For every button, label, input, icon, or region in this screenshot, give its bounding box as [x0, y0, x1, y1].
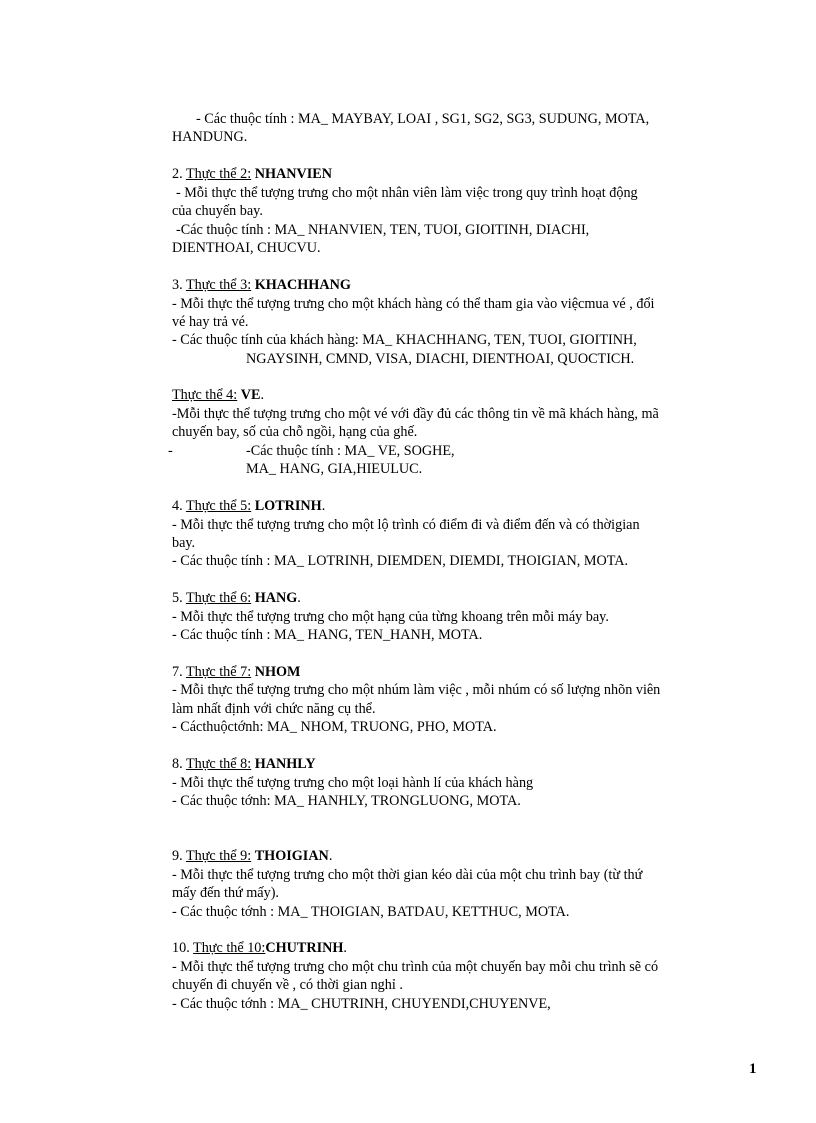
- entity-attributes: DIENTHOAI, CHUCVU.: [172, 240, 321, 256]
- entity-attributes: - Các thuộc tớnh : MA_ CHUTRINH, CHUYENDI,CHUYENVE,: [172, 996, 551, 1012]
- entity-label: Thực thể 8:: [185, 756, 252, 772]
- intro-attributes-line: - Các thuộc tính : MA_ MAYBAY, LOAI , SG1, SG2, SG3, SUDUNG, MOTA,: [196, 111, 650, 127]
- entity-attributes: - Các thuộc tớnh: MA_ HANHLY, TRONGLUONG, MOTA.: [172, 793, 521, 809]
- entity-heading: [172, 165, 332, 183]
- entity-number: 5.: [172, 590, 186, 606]
- entity-description: vé hay trả vé.: [172, 314, 249, 330]
- entity-description: làm nhất định với chức năng cụ thể.: [172, 701, 376, 717]
- entity-label: Thực thể 2:: [185, 166, 252, 182]
- entity-name: VE: [240, 387, 261, 403]
- entity-label: Thực thể 6:: [185, 590, 252, 606]
- entity-attributes: -Các thuộc tính : MA_ VE, SOGHE,: [246, 443, 455, 459]
- entity-name: HANHLY: [254, 756, 316, 772]
- entity-attributes: - Cácthuộctớnh: MA_ NHOM, TRUONG, PHO, MOTA.: [172, 719, 497, 735]
- page-number: 1: [749, 1061, 757, 1077]
- entity-number: 9.: [172, 848, 186, 864]
- entity-attributes: - Các thuộc tính : MA_ HANG, TEN_HANH, MOTA.: [172, 627, 483, 643]
- entity-heading: 10. Thực thể 10:CHUTRINH.: [172, 940, 347, 956]
- entity-attributes: - Các thuộc tính : MA_ LOTRINH, DIEMDEN, DIEMDI, THOIGIAN, MOTA.: [172, 553, 629, 569]
- entity-heading: Thực thể 4: VE.: [172, 387, 265, 403]
- entity-heading: [172, 663, 300, 681]
- entity-description: mấy đến thứ mấy).: [172, 885, 279, 901]
- entity-name: NHANVIEN: [254, 166, 332, 182]
- entity-attributes: - Các thuộc tính của khách hàng: MA_ KHACHHANG, TEN, TUOI, GIOITINH,: [172, 332, 637, 348]
- entity-number: 2.: [172, 166, 186, 182]
- entity-description: - Mỗi thực thể tượng trưng cho một lộ trình có điểm đi và điểm đến và có thờigian: [172, 517, 640, 533]
- entity-description: chuyến đi chuyến về , có thời gian nghỉ .: [172, 977, 403, 993]
- entity-description: - Mỗi thực thể tượng trưng cho một chu trình của một chuyến bay mỗi chu trình sẽ có: [172, 959, 659, 975]
- entity-attributes: NGAYSINH, CMND, VISA, DIACHI, DIENTHOAI, QUOCTICH.: [246, 351, 635, 367]
- entity-name: HANG: [254, 590, 298, 606]
- entity-number: 10.: [172, 940, 194, 956]
- entity-attributes: - Các thuộc tớnh : MA_ THOIGIAN, BATDAU, KETTHUC, MOTA.: [172, 904, 570, 920]
- entity-heading: 4. Thực thể 5: LOTRINH.: [172, 498, 326, 514]
- entity-label: Thực thể 5:: [185, 498, 252, 514]
- entity-heading: 9. Thực thể 9: THOIGIAN.: [172, 848, 333, 864]
- entity-description: chuyến bay, số của chỗ ngồi, hạng của ghế.: [172, 424, 418, 440]
- entity-number: 3.: [172, 277, 186, 293]
- entity-heading: 5. Thực thể 6: HANG.: [172, 590, 301, 606]
- entity-description: -Mỗi thực thể tượng trưng cho một vé với đầy đủ các thông tin về mã khách hàng, mã: [172, 406, 659, 422]
- entity-number: 4.: [172, 498, 186, 514]
- entity-description: bay.: [172, 535, 196, 551]
- entity-label: Thực thể 9:: [185, 848, 252, 864]
- entity-description: - Mỗi thực thể tượng trưng cho một khách hàng có thể tham gia vào việcmua vé , đổi: [172, 296, 655, 312]
- entity-label: Thực thể 7:: [185, 664, 252, 680]
- entity-name: CHUTRINH: [265, 940, 344, 956]
- entity-name: LOTRINH: [254, 498, 322, 514]
- entity-label: Thực thể 4:: [172, 387, 238, 403]
- entity-name: KHACHHANG: [254, 277, 351, 293]
- entity-description: - Mỗi thực thể tượng trưng cho một nhúm làm việc , mỗi nhúm có số lượng nhõn viên: [172, 682, 661, 698]
- entity-label: Thực thể 3:: [185, 277, 252, 293]
- entity-description: - Mỗi thực thể tượng trưng cho một nhân viên làm việc trong quy trình hoạt động: [176, 185, 638, 201]
- entity-number: 7.: [172, 664, 186, 680]
- list-dash: -: [168, 443, 173, 459]
- entity-description: của chuyến bay.: [172, 203, 263, 219]
- entity-attributes: -Các thuộc tính : MA_ NHANVIEN, TEN, TUOI, GIOITINH, DIACHI,: [176, 222, 590, 238]
- entity-heading: [172, 755, 316, 773]
- entity-description: - Mỗi thực thể tượng trưng cho một loại hành lí của khách hàng: [172, 775, 534, 791]
- entity-attributes: MA_ HANG, GIA,HIEULUC.: [246, 461, 423, 477]
- entity-heading: [172, 276, 351, 294]
- entity-number: 8.: [172, 756, 186, 772]
- entity-name: THOIGIAN: [254, 848, 329, 864]
- entity-description: - Mỗi thực thể tượng trưng cho một hạng của từng khoang trên mỗi máy bay.: [172, 609, 609, 625]
- intro-attributes-line: HANDUNG.: [172, 129, 248, 145]
- entity-description: - Mỗi thực thể tượng trưng cho một thời gian kéo dài của một chu trình bay (từ thứ: [172, 867, 643, 883]
- entity-label: Thực thể 10:: [193, 940, 266, 956]
- entity-name: NHOM: [254, 664, 301, 680]
